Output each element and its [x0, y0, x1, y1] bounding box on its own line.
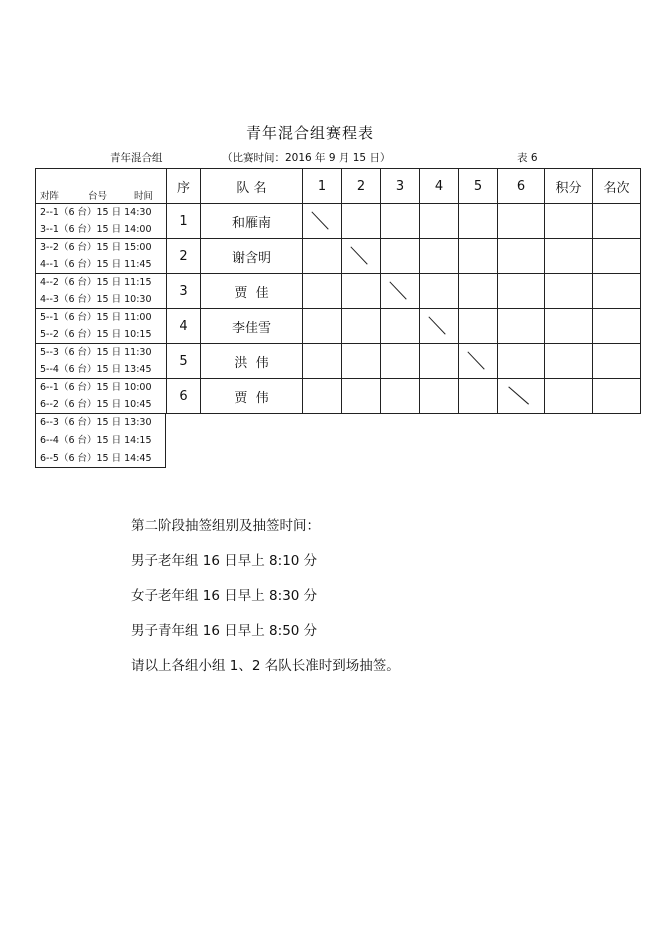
table-row: [36, 344, 641, 379]
table-row: [36, 309, 641, 344]
score-cell: [303, 379, 342, 414]
self-match-cell: [342, 239, 381, 274]
score-cell: [420, 239, 459, 274]
score-cell: [420, 344, 459, 379]
score-cell: [459, 274, 498, 309]
page-title: 青年混合组赛程表: [245, 124, 374, 142]
diagonal-line: [342, 239, 380, 273]
diagonal-line: [498, 379, 544, 413]
row-seq: 3: [167, 274, 201, 309]
score-cell: [498, 309, 545, 344]
pair-line: 2--1（6 台）15 日 14:30: [40, 207, 152, 218]
self-match-cell: [459, 344, 498, 379]
points-cell: [545, 204, 593, 239]
score-cell: [459, 239, 498, 274]
score-cell: [498, 344, 545, 379]
table-row: [36, 204, 641, 239]
score-cell: [381, 204, 420, 239]
col-header-6: 6: [498, 169, 545, 204]
points-cell: [545, 309, 593, 344]
pair-line: 5--3（6 台）15 日 11:30: [40, 347, 152, 358]
rank-cell: [593, 239, 641, 274]
score-cell: [303, 239, 342, 274]
note-line: 男子青年组 16 日早上 8:50 分: [131, 623, 318, 639]
row-team: 谢含明: [201, 239, 303, 274]
note-line: 女子老年组 16 日早上 8:30 分: [131, 588, 318, 604]
score-cell: [459, 204, 498, 239]
match-date: （比赛时间：2016 年 9 月 15 日）: [222, 152, 391, 164]
rank-cell: [593, 344, 641, 379]
col-header-5: 5: [459, 169, 498, 204]
points-cell: [545, 379, 593, 414]
score-cell: [381, 379, 420, 414]
pairs-header: [36, 169, 167, 204]
col-header-1: 1: [303, 169, 342, 204]
score-cell: [342, 379, 381, 414]
row-pairs: [36, 239, 167, 274]
extra-pair: 6--5（6 台）15 日 14:45: [40, 453, 152, 464]
extra-pairs: [35, 414, 166, 468]
rank-cell: [593, 204, 641, 239]
row-seq: 4: [167, 309, 201, 344]
row-seq: 5: [167, 344, 201, 379]
table-row: [36, 239, 641, 274]
diagonal-line: [420, 309, 458, 343]
extra-pair: 6--3（6 台）15 日 13:30: [40, 417, 152, 428]
col-header-4: 4: [420, 169, 459, 204]
score-cell: [420, 274, 459, 309]
pair-line: 5--1（6 台）15 日 11:00: [40, 312, 152, 323]
note-line: 男子老年组 16 日早上 8:10 分: [131, 553, 318, 569]
schedule-table: [35, 168, 641, 414]
pair-line: 6--1（6 台）15 日 10:00: [40, 382, 152, 393]
self-match-cell: [420, 309, 459, 344]
row-pairs: [36, 274, 167, 309]
table-header-row: [36, 169, 641, 204]
rank-cell: [593, 309, 641, 344]
points-cell: [545, 344, 593, 379]
score-cell: [498, 204, 545, 239]
extra-pair: 6--4（6 台）15 日 14:15: [40, 435, 152, 446]
col-header-points: 积分: [545, 169, 593, 204]
score-cell: [381, 309, 420, 344]
diagonal-line: [303, 204, 341, 238]
score-cell: [303, 309, 342, 344]
pair-line: 6--2（6 台）15 日 10:45: [40, 399, 152, 410]
row-team: 和雁南: [201, 204, 303, 239]
pair-line: 5--2（6 台）15 日 10:15: [40, 329, 152, 340]
points-cell: [545, 274, 593, 309]
row-pairs: [36, 309, 167, 344]
table-number: 表 6: [517, 152, 538, 164]
table-row: [36, 379, 641, 414]
header-table-no: 台号: [88, 191, 108, 202]
score-cell: [303, 344, 342, 379]
row-team: 贾 佳: [201, 274, 303, 309]
score-cell: [498, 239, 545, 274]
row-seq: 1: [167, 204, 201, 239]
col-header-rank: 名次: [593, 169, 641, 204]
score-cell: [420, 204, 459, 239]
group-label: 青年混合组: [110, 152, 163, 164]
row-seq: 6: [167, 379, 201, 414]
table-row: [36, 274, 641, 309]
score-cell: [420, 379, 459, 414]
self-match-cell: [303, 204, 342, 239]
pair-line: 4--1（6 台）15 日 11:45: [40, 259, 152, 270]
pair-line: 5--4（6 台）15 日 13:45: [40, 364, 152, 375]
col-header-2: 2: [342, 169, 381, 204]
pair-line: 4--3（6 台）15 日 10:30: [40, 294, 152, 305]
row-pairs: [36, 344, 167, 379]
col-header-seq: 序: [167, 169, 201, 204]
note-line: 第二阶段抽签组别及抽签时间：: [131, 518, 320, 534]
score-cell: [342, 204, 381, 239]
row-pairs: [36, 204, 167, 239]
draw-notes: [131, 515, 400, 690]
rank-cell: [593, 379, 641, 414]
col-header-3: 3: [381, 169, 420, 204]
score-cell: [381, 344, 420, 379]
score-cell: [342, 274, 381, 309]
row-team: 洪 伟: [201, 344, 303, 379]
col-header-team: 队 名: [201, 169, 303, 204]
score-cell: [498, 274, 545, 309]
diagonal-line: [381, 274, 419, 308]
score-cell: [381, 239, 420, 274]
diagonal-line: [459, 344, 497, 378]
pair-line: 4--2（6 台）15 日 11:15: [40, 277, 152, 288]
score-cell: [342, 309, 381, 344]
score-cell: [342, 344, 381, 379]
self-match-cell: [381, 274, 420, 309]
rank-cell: [593, 274, 641, 309]
header-matchup: 对阵: [40, 191, 60, 202]
score-cell: [303, 274, 342, 309]
pair-line: 3--1（6 台）15 日 14:00: [40, 224, 152, 235]
row-team: 贾 伟: [201, 379, 303, 414]
row-pairs: [36, 379, 167, 414]
pair-line: 3--2（6 台）15 日 15:00: [40, 242, 152, 253]
row-seq: 2: [167, 239, 201, 274]
header-time: 时间: [134, 191, 154, 202]
note-line: 请以上各组小组 1、2 名队长准时到场抽签。: [131, 658, 400, 674]
self-match-cell: [498, 379, 545, 414]
score-cell: [459, 379, 498, 414]
row-team: 李佳雪: [201, 309, 303, 344]
score-cell: [459, 309, 498, 344]
points-cell: [545, 239, 593, 274]
